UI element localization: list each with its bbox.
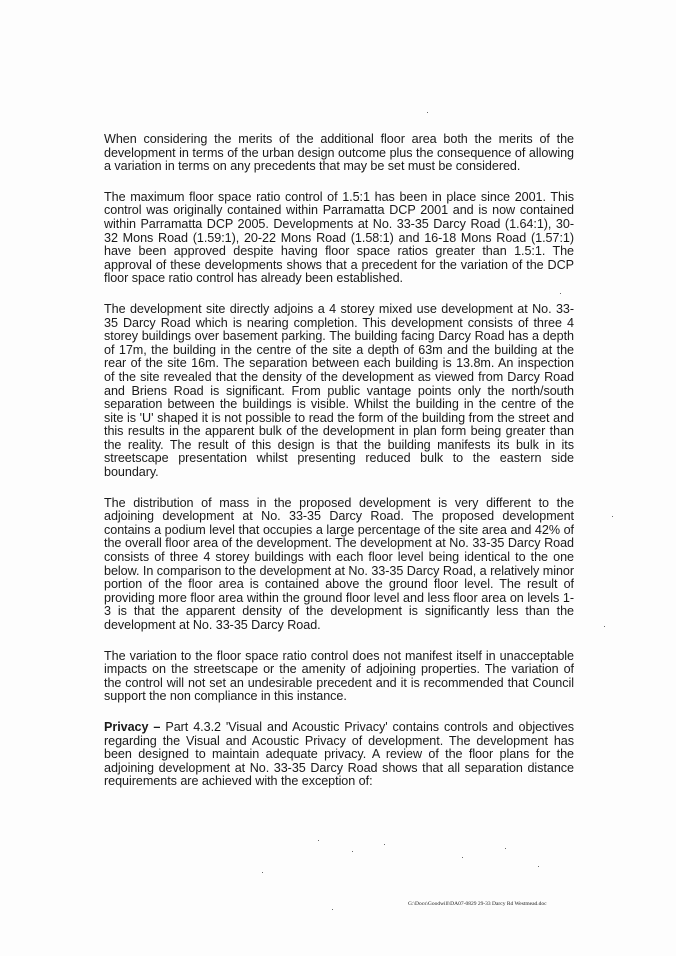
paragraph-variation-conclusion: The variation to the floor space ratio control does not manifest itself in unacceptable impacts on the streetscape or the amenity of adjoining properties. The variation of the control will not set an undesirable precedent and it is recommended that Council support the non compliance in this instance. (104, 648, 574, 704)
scan-speck (352, 851, 353, 852)
privacy-heading: Privacy – (104, 719, 161, 734)
paragraph-privacy (104, 721, 574, 789)
document-body (104, 133, 574, 806)
paragraph-merits: When considering the merits of the additional floor area both the merits of the development in terms of the urban design outcome plus the consequence of allowing a variation in terms on any precedents that may be set must be considered. (104, 132, 574, 174)
scan-speck (384, 844, 385, 845)
paragraph-distribution-of-mass: The distribution of mass in the proposed development is very different to the adjoining development at No. 33-35 Darcy Road. The proposed development contains a podium level that occupies a large percentage of the site area and 42% of the overall floor area of the development. The development at No. 33-35 Darcy Road consists of three 4 storey buildings with each floor level being identical to the one below. In comparison to the development at No. 33-35 Darcy Road, a relatively minor portion of the floor area is contained above the ground floor level. The result of providing more floor area within the ground floor level and less floor area on levels 1-3 is that the apparent density of the development is significantly less than the development at No. 33-35 Darcy Road. (104, 495, 574, 632)
paragraph-fsr-precedent: The maximum floor space ratio control of 1.5:1 has been in place since 2001. This control was originally contained within Parramatta DCP 2001 and is now contained within Parramatta DCP 2005. Developments at No. 33-35 Darcy Road (1.64:1), 30-32 Mons Road (1.59:1), 20-22 Mons Road (1.58:1) and 16-18 Mons Road (1.57:1) have been approved despite having floor space ratios greater than 1.5:1. The approval of these developments shows that a precedent for the variation of the DCP floor space ratio control has already been established. (104, 189, 574, 286)
scan-speck (505, 848, 506, 849)
footer-file-path: G:\Docs\Goodwill\DA07-0829 29-33 Darcy Rd Westmead.doc (408, 901, 547, 907)
scan-speck (462, 857, 463, 858)
scan-speck (318, 840, 319, 841)
scan-speck (332, 909, 333, 910)
scan-speck (262, 872, 263, 873)
scan-speck (604, 626, 605, 627)
privacy-body: Part 4.3.2 'Visual and Acoustic Privacy' contains controls and objectives regarding the Visual and Acoustic Privacy of development. The development has been designed to maintain adequate privacy. A review of the floor plans for the adjoining development at No. 33-35 Darcy Road shows that all separation distance requirements are achieved with the exception of: (104, 719, 574, 789)
scan-speck (538, 866, 539, 867)
paragraph-adjoining-development: The development site directly adjoins a 4 storey mixed use development at No. 33-35 Darcy Road which is nearing completion. This development consists of three 4 storey buildings over basement parking. The building facing Darcy Road has a depth of 17m, the building in the centre of the site a depth of 63m and the building at the rear of the site 16m. The separation between each building is 13.8m. An inspection of the site revealed that the density of the development as viewed from Darcy Road and Briens Road is significant. From public vantage points only the north/south separation between the buildings is visible. Whilst the building in the centre of the site is 'U' shaped it is not possible to read the form of the building from the street and this results in the apparent bulk of the development in plan form being greater than the reality. The result of this design is that the building manifests its bulk in its streetscape presentation whilst presenting reduced bulk to the eastern side boundary. (104, 301, 574, 480)
scan-speck (427, 112, 428, 113)
scan-speck (560, 293, 561, 294)
scan-speck (612, 516, 613, 517)
